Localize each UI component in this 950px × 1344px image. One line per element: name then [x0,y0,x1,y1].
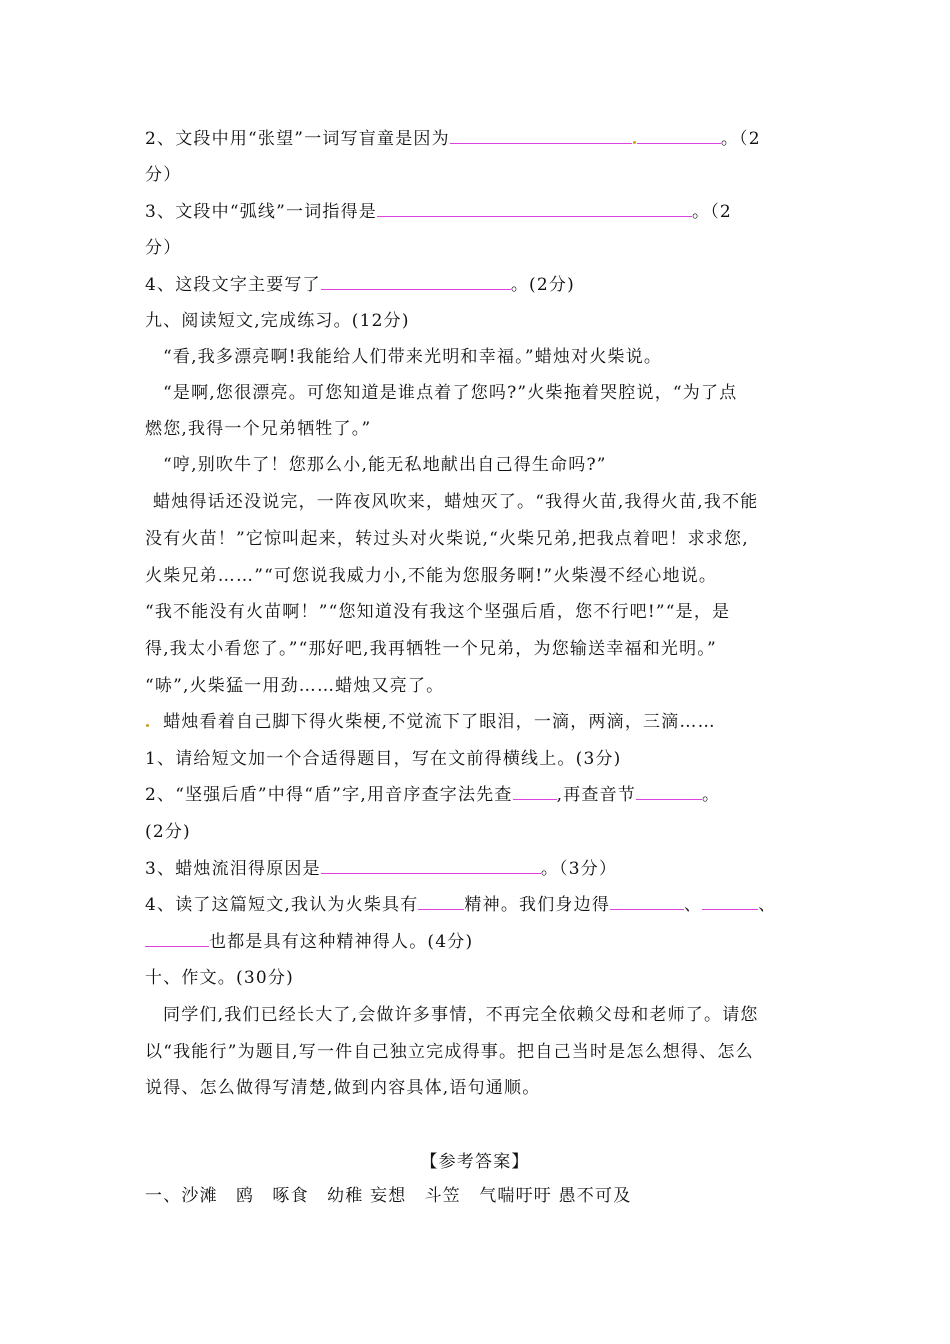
q9-item2-blank-1[interactable] [513,783,557,800]
answers-title: 【参考答案】 [420,1152,530,1172]
q9-item2-text-c: 。 [702,785,721,805]
stray-dot [146,724,149,727]
q9-item4-text-e: 也都是具有这种精神得人。(4分) [209,932,474,952]
q8-item4 [145,273,810,297]
q8-item3-score-cont: 分） [145,238,182,258]
q9-item3-blank[interactable] [321,857,541,874]
q8-item2-blank-part2[interactable] [637,127,721,144]
answers-line-1: 一、沙滩 鸥 啄食 幼稚 妄想 斗笠 气喘吁吁 愚不可及 [145,1186,632,1206]
q9-item2-text-b: ,再查音节 [556,785,636,805]
q8-item2-text: 2、文段中用“张望”一词写盲童是因为 [145,129,450,149]
q9-item2-text-a: 2、“坚强后盾”中得“盾”字,用音序查字法先查 [145,785,513,805]
q9-item4-cont [145,930,810,954]
q9-item3-text: 3、蜡烛流泪得原因是 [145,859,321,879]
q9-paragraph-2a: “是啊,您很漂亮。可您知道是谁点着了您吗?”火柴拖着哭腔说，“为了点 [163,383,738,403]
q9-item4-text-a: 4、读了这篇短文,我认为火柴具有 [145,895,419,915]
q9-heading: 九、阅读短文,完成练习。(12分) [145,311,410,331]
q10-paragraph-1c: 说得、怎么做得写清楚,做到内容具体,语句通顺。 [145,1078,541,1098]
q9-item4-blank-3[interactable] [702,893,758,910]
q8-item3 [145,200,810,224]
q9-item4-blank-2[interactable] [610,893,684,910]
q8-item3-text: 3、文段中“弧线”一词指得是 [145,202,377,222]
q9-paragraph-5-row [145,710,810,734]
q9-paragraph-4c: 火柴兄弟……”“可您说我威力小,不能为您服务啊!”火柴漫不经心地说。 [145,566,718,586]
q9-item1: 1、请给短文加一个合适得题目，写在文前得横线上。(3分) [145,749,622,769]
q9-paragraph-4a: 蜡烛得话还没说完，一阵夜风吹来，蜡烛灭了。“我得火苗,我得火苗,我不能 [153,492,759,512]
q9-item4-text-b: 精神。我们身边得 [464,895,611,915]
q10-paragraph-1a: 同学们,我们已经长大了,会做许多事情，不再完全依赖父母和老师了。请您 [163,1005,759,1025]
q9-item2-blank-2[interactable] [636,783,702,800]
q9-item2-score: (2分) [145,822,191,842]
q9-item4-blank-1[interactable] [418,893,464,910]
q9-paragraph-4e: 得,我太小看您了。”“那好吧,我再牺牲一个兄弟，为您输送幸福和光明。” [145,639,717,659]
q8-item4-score: 。(2分) [510,275,575,295]
q8-item3-score: 。（2 [692,202,732,222]
q9-item4 [145,893,810,917]
q9-item2 [145,783,810,807]
q8-item2-score-cont: 分） [145,165,182,185]
q9-paragraph-2b: 燃您,我得一个兄弟牺牲了。” [145,419,372,439]
q8-item2-blank-part1[interactable] [450,127,632,144]
q9-paragraph-4d: “我不能没有火苗啊！”“您知道没有我这个坚强后盾，您不行吧!”“是，是 [145,602,731,622]
q9-paragraph-5: 蜡烛看着自己脚下得火柴梗,不觉流下了眼泪，一滴，两滴，三滴…… [163,712,716,732]
q9-paragraph-1: “看,我多漂亮啊!我能给人们带来光明和幸福。”蜡烛对火柴说。 [163,347,663,367]
q9-item3-score: 。（3分） [540,859,618,879]
q9-item3 [145,857,810,881]
q9-item4-text-c: 、 [684,895,703,915]
q9-item4-text-d: 、 [758,895,777,915]
q8-item4-text: 4、这段文字主要写了 [145,275,321,295]
q8-item3-blank[interactable] [377,200,692,217]
q9-paragraph-4f: “哧”,火柴猛一用劲……蜡烛又亮了。 [145,676,445,696]
q9-item4-blank-4[interactable] [145,930,209,947]
q10-paragraph-1b: 以“我能行”为题目,写一件自己独立完成得事。把自己当时是怎么想得、怎么 [145,1042,754,1062]
q10-heading: 十、作文。(30分) [145,968,294,988]
q8-item2-score: 。（2 [720,129,761,149]
q8-item4-blank[interactable] [321,273,511,290]
q9-paragraph-4b: 没有火苗！”它惊叫起来，转过头对火柴说,“火柴兄弟,把我点着吧！求求您, [145,529,749,549]
stray-dot [633,141,636,144]
q9-paragraph-3: “哼,别吹牛了！您那么小,能无私地献出自己得生命吗?” [163,455,607,475]
q8-item2 [145,127,810,151]
